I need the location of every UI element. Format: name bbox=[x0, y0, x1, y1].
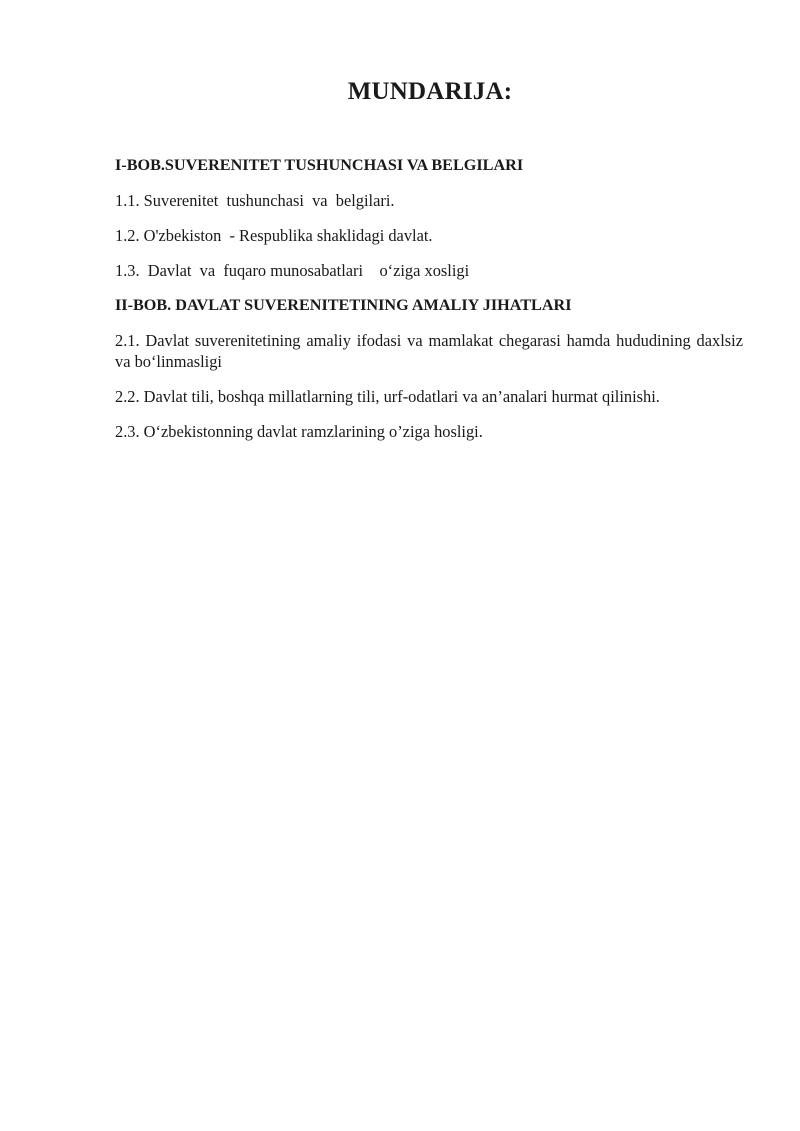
toc-chapter-2: II-BOB. DAVLAT SUVERENITETINING AMALIY JIHATLARI bbox=[115, 296, 572, 314]
toc-item-1-3: 1.3. Davlat va fuqaro munosabatlari o‘ziga xosligi bbox=[115, 261, 470, 280]
toc-item-2-2: 2.2. Davlat tili, boshqa millatlarning tili, urf-odatlari va an’analari hurmat qilinishi. bbox=[115, 387, 660, 406]
toc-item-2-1: 2.1. Davlat suverenitetining amaliy ifodasi va mamlakat chegarasi hamda hududining daxlsiz va bo‘linmasligi bbox=[115, 331, 743, 371]
table-of-contents bbox=[115, 155, 743, 442]
toc-chapter-1: I-BOB.SUVERENITET TUSHUNCHASI VA BELGILARI bbox=[115, 156, 524, 174]
page-title: MUNDARIJA: bbox=[347, 78, 513, 105]
toc-item-2-3: 2.3. O‘zbekistonning davlat ramzlarining o’ziga hosligi. bbox=[115, 422, 483, 441]
toc-item-1-2: 1.2. O'zbekiston - Respublika shaklidagi davlat. bbox=[115, 226, 433, 245]
toc-item-1-1: 1.1. Suverenitet tushunchasi va belgilari. bbox=[115, 191, 395, 210]
